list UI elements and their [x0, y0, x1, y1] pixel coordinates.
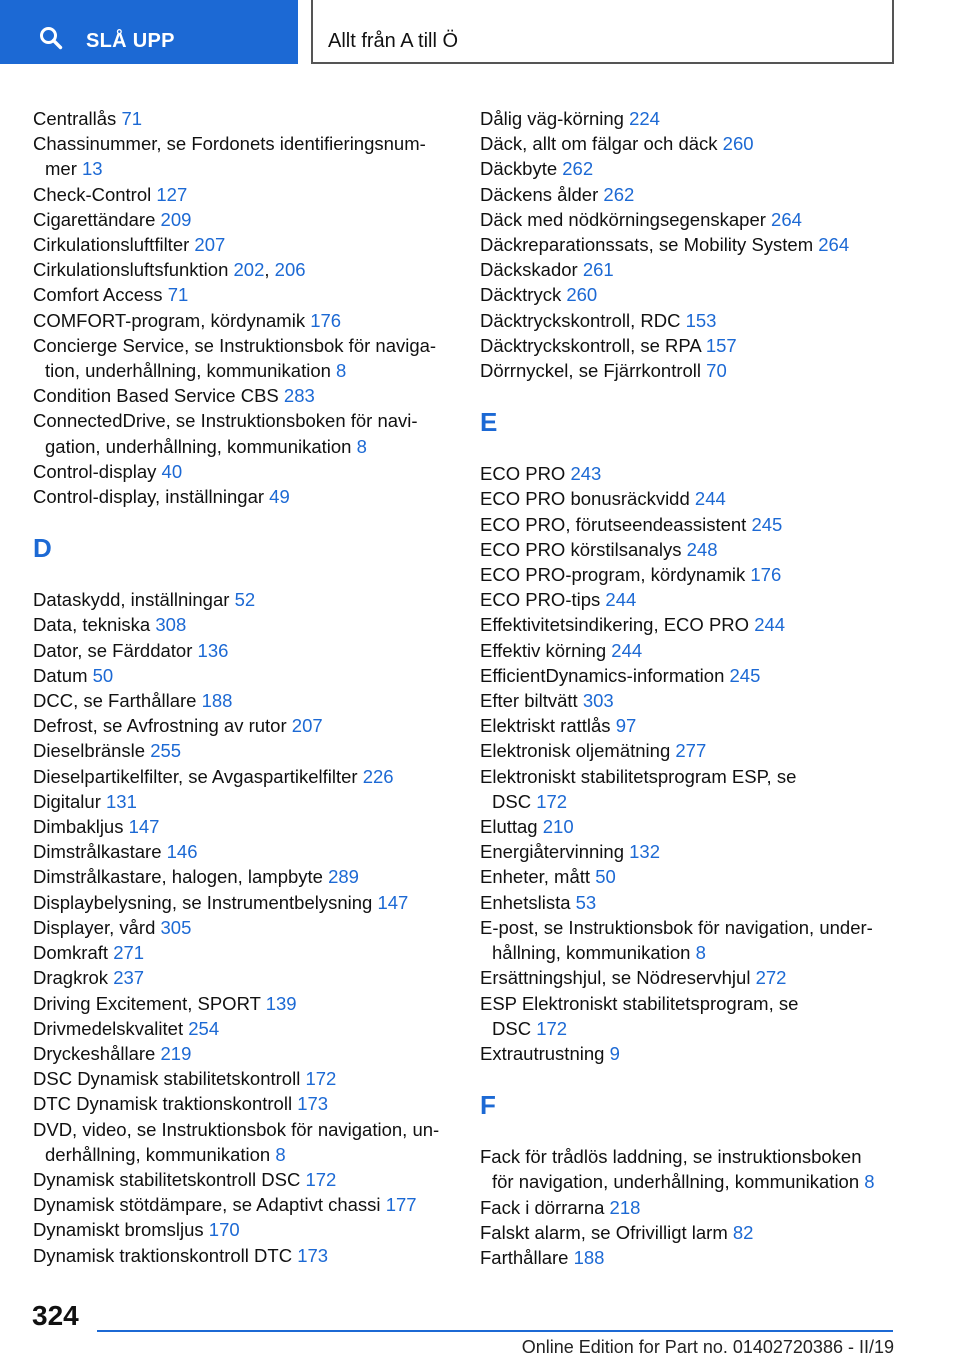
page-reference-link[interactable]: 209	[160, 208, 192, 230]
page-reference-link[interactable]: 176	[310, 309, 342, 331]
index-entry-text: Domkraft	[33, 942, 109, 964]
index-entry-text: Dimstrålkastare	[33, 841, 162, 863]
index-entry	[33, 308, 453, 333]
index-entry	[480, 232, 900, 257]
index-entry-text: Displaybelysning, se Instrumentbelysning	[33, 891, 373, 913]
index-entry	[33, 1167, 453, 1192]
index-entry	[480, 1245, 900, 1270]
index-entry-text: Dimstrålkastare, halogen, lampbyte	[33, 866, 323, 888]
index-entry	[480, 814, 900, 839]
page-reference-link[interactable]: 245	[751, 513, 783, 535]
index-entry-text: Dieselpartikelfilter, se Avgaspartikelfilter	[33, 765, 358, 787]
footer-divider	[97, 1330, 893, 1332]
index-entry-text: Däcktryckskontroll, se RPA	[480, 334, 701, 356]
index-entry	[480, 106, 900, 131]
page-reference-link[interactable]: 244	[611, 639, 643, 661]
index-entry	[33, 1016, 453, 1041]
index-entry-text: Condition Based Service CBS	[33, 385, 279, 407]
index-entry-text: Dynamisk traktionskontroll DTC	[33, 1244, 293, 1266]
index-entry-text: EfficientDynamics-information	[480, 664, 725, 686]
page-reference-link[interactable]: 153	[685, 309, 717, 331]
index-entry	[33, 587, 453, 612]
page-reference-link[interactable]: 289	[328, 866, 359, 888]
page-reference-link[interactable]: 146	[166, 841, 198, 863]
index-entry-text: ECO PRO bonusräckvidd	[480, 488, 690, 510]
page-reference-link[interactable]: 226	[362, 765, 394, 787]
page-reference-link[interactable]: 71	[167, 284, 189, 306]
index-entry	[33, 131, 453, 181]
index-entry	[33, 991, 453, 1016]
index-entry: Cirkulationsluftsfunktion 202, 206	[33, 259, 306, 281]
index-entry-text: ECO PRO-tips	[480, 589, 601, 611]
page-reference-link[interactable]: 277	[675, 740, 707, 762]
page-reference-link[interactable]: 176	[750, 564, 782, 586]
page-reference-link[interactable]: 260	[566, 284, 598, 306]
page-reference-link[interactable]: 305	[160, 916, 192, 938]
index-entry	[480, 764, 900, 814]
index-entry-text: COMFORT-program, kördynamik	[33, 309, 306, 331]
index-entry-text: ECO PRO	[480, 463, 566, 485]
page-reference-link[interactable]: 8	[356, 435, 367, 457]
index-entry-text: Comfort Access	[33, 284, 163, 306]
index-entry	[33, 738, 453, 763]
index-entry-text: Däckbyte	[480, 158, 558, 180]
index-entry	[33, 459, 453, 484]
page-reference-link[interactable]: 210	[542, 816, 574, 838]
index-entry-text: Dataskydd, inställningar	[33, 589, 230, 611]
index-entry	[33, 182, 453, 207]
index-entry	[33, 814, 453, 839]
index-entry-text: DTC Dynamisk traktionskontroll	[33, 1093, 293, 1115]
index-entry	[33, 408, 453, 458]
index-entry-text: Concierge Service, se Instruktionsbok för naviga- tion, underhållning, kommunikation	[33, 334, 437, 382]
index-entry-text: ConnectedDrive, se Instruktionsboken för navi- gation, underhållning, kommunikation	[33, 410, 418, 457]
index-entry-text: Däcktryckskontroll, RDC	[480, 309, 681, 331]
page-reference-link[interactable]: 248	[686, 538, 718, 560]
page-reference-link[interactable]: 40	[161, 460, 183, 482]
page-reference-link[interactable]: 147	[377, 891, 409, 913]
page-reference-link[interactable]: 131	[106, 790, 137, 812]
page-reference-link[interactable]: 219	[160, 1042, 192, 1064]
index-entry	[33, 1117, 453, 1167]
page-reference-link[interactable]: 147	[128, 816, 160, 838]
index-entry-text: ECO PRO, förutseendeassistent	[480, 513, 747, 535]
page-reference-link[interactable]: 173	[297, 1244, 329, 1266]
top-bar	[0, 0, 960, 66]
page-reference-link[interactable]: 245	[729, 664, 761, 686]
index-entry	[480, 537, 900, 562]
page-reference-link[interactable]: 70	[706, 360, 727, 382]
index-entry	[480, 333, 900, 358]
index-entry	[480, 207, 900, 232]
index-entry	[480, 461, 900, 486]
index-entry	[480, 1220, 900, 1245]
page-reference-link[interactable]: 132	[629, 841, 660, 863]
index-entry-text: Däck med nödkörningsegenskaper	[480, 208, 766, 230]
index-entry	[33, 890, 453, 915]
page-reference-link[interactable]: 172	[305, 1168, 337, 1190]
page-reference-link[interactable]: 8	[275, 1143, 286, 1165]
index-column-left	[33, 106, 453, 1268]
page-reference-link[interactable]: 260	[722, 133, 754, 155]
index-entry-text: Enhetslista	[480, 891, 571, 913]
page-reference-link[interactable]: 8	[695, 942, 706, 964]
index-entry-text: ECO PRO-program, kördynamik	[480, 564, 746, 586]
page-reference-link[interactable]: 50	[595, 866, 616, 888]
page-reference-link[interactable]: 207	[291, 715, 323, 737]
page-reference-link[interactable]: 50	[92, 664, 114, 686]
index-entry-text: Displayer, vård	[33, 916, 156, 938]
index-entry	[480, 257, 900, 282]
page-reference-link[interactable]: 244	[605, 589, 637, 611]
index-entry-text: Control-display, inställningar	[33, 486, 265, 508]
index-entry	[480, 965, 900, 990]
page-reference-link[interactable]: 172	[536, 1017, 568, 1039]
index-entry	[33, 940, 453, 965]
index-entry-text: Dragkrok	[33, 967, 109, 989]
index-entry-text: ESP Elektroniskt stabilitetsprogram, se DSC	[480, 992, 799, 1039]
page-reference-link[interactable]: 9	[609, 1042, 620, 1064]
page-reference-link[interactable]: 224	[629, 108, 660, 129]
page-reference-link[interactable]: 172	[536, 790, 568, 812]
index-entry-text: Defrost, se Avfrostning av rutor	[33, 715, 287, 737]
page-reference-link[interactable]: 97	[615, 715, 637, 737]
index-entry	[480, 688, 900, 713]
index-entry	[33, 915, 453, 940]
index-entry-text: Control-display	[33, 460, 157, 482]
page-reference-link[interactable]: 8	[864, 1171, 875, 1193]
page-reference-link[interactable]: 218	[609, 1196, 641, 1218]
index-entry-text: Fack i dörrarna	[480, 1196, 605, 1218]
page-reference-link[interactable]: 8	[336, 360, 347, 382]
index-entry-text: Digitalur	[33, 790, 101, 812]
index-entry-text: Cigarettändare	[33, 208, 156, 230]
page-reference-link[interactable]: 254	[188, 1017, 220, 1039]
page-reference-link[interactable]: 255	[150, 740, 182, 762]
index-entry	[480, 839, 900, 864]
index-entry-text: Dryckeshållare	[33, 1042, 156, 1064]
index-entry	[33, 965, 453, 990]
index-entry-text: Dieselbränsle	[33, 740, 146, 762]
index-entry-text: Dator, se Färddator	[33, 639, 193, 661]
index-entry	[33, 207, 453, 232]
page-reference-link[interactable]: 188	[201, 690, 233, 712]
page-reference-link[interactable]: 157	[705, 334, 737, 356]
index-entry-text: DCC, se Farthållare	[33, 690, 197, 712]
footer-text: Online Edition for Part no. 01402720386 - II/19	[521, 1337, 894, 1357]
index-entry	[33, 663, 453, 688]
index-entry-text: Däckreparationssats, se Mobility System	[480, 234, 814, 256]
index-entry-text: Drivmedelskvalitet	[33, 1017, 184, 1039]
page-reference-link[interactable]: 272	[755, 967, 787, 989]
index-entry-text: Centrallås	[33, 108, 117, 129]
index-entry-text: Dimbakljus	[33, 816, 124, 838]
index-entry	[480, 156, 900, 181]
index-entry	[33, 638, 453, 663]
index-entry	[480, 1195, 900, 1220]
index-entry	[480, 512, 900, 537]
index-entry	[33, 1091, 453, 1116]
page-reference-link[interactable]: 170	[208, 1219, 240, 1241]
index-entry-text: Enheter, mått	[480, 866, 591, 888]
index-entry	[480, 663, 900, 688]
page-reference-link[interactable]: 188	[573, 1246, 605, 1268]
index-entry-text: Falskt alarm, se Ofrivilligt larm	[480, 1221, 728, 1243]
index-entry	[480, 991, 900, 1041]
index-entry	[33, 106, 453, 131]
index-entry	[33, 612, 453, 637]
index-entry	[480, 738, 900, 763]
index-entry-text: Däcktryck	[480, 284, 562, 306]
page-reference-link[interactable]: 139	[265, 992, 297, 1014]
index-entry	[33, 1243, 453, 1268]
index-entry	[33, 383, 453, 408]
index-entry-text: ECO PRO körstilsanalys	[480, 538, 682, 560]
index-entry	[480, 308, 900, 333]
page-reference-link[interactable]: 177	[385, 1194, 417, 1216]
index-entry	[33, 282, 453, 307]
page-reference-link[interactable]: 264	[771, 208, 802, 230]
page-reference-link[interactable]: 308	[155, 614, 187, 636]
page-reference-link[interactable]: 243	[570, 463, 602, 485]
index-entry-text: Extrautrustning	[480, 1042, 605, 1064]
page-reference-link[interactable]: 82	[732, 1221, 754, 1243]
index-entry-text: Dörrnyckel, se Fjärrkontroll	[480, 360, 702, 382]
page-reference-link[interactable]: 71	[121, 108, 143, 129]
index-entry-text: Energiåtervinning	[480, 841, 624, 863]
index-entry	[480, 890, 900, 915]
page-reference-link[interactable]: 173	[297, 1093, 329, 1115]
index-entry	[33, 1217, 453, 1242]
page-reference-link[interactable]: 303	[582, 690, 614, 712]
page-reference-link[interactable]: 283	[283, 385, 315, 407]
index-entry	[33, 1192, 453, 1217]
page-reference-link[interactable]: 207	[194, 234, 226, 256]
page-reference-link[interactable]: 202	[233, 259, 265, 281]
page-reference-link[interactable]: 136	[197, 639, 229, 661]
index-letter-heading: F	[480, 1090, 496, 1121]
index-entry-text: Data, tekniska	[33, 614, 151, 636]
index-entry-text: Datum	[33, 664, 88, 686]
page-reference-link[interactable]: 271	[113, 942, 145, 964]
index-entry	[33, 688, 453, 713]
index-entry-text: Dynamisk stötdämpare, se Adaptivt chassi	[33, 1194, 381, 1216]
page-number: 324	[32, 1300, 79, 1331]
index-entry	[33, 1066, 453, 1091]
index-entry	[480, 282, 900, 307]
index-entry-text: Dynamisk stabilitetskontroll DSC	[33, 1168, 301, 1190]
page-reference-link[interactable]: 262	[562, 158, 594, 180]
section-title: Allt från A till Ö	[328, 30, 459, 52]
index-entry-text: Chassinummer, se Fordonets identifieringsnum- mer	[33, 133, 426, 180]
index-entry-text: Efter biltvätt	[480, 690, 578, 712]
search-icon	[39, 26, 63, 50]
index-entry-text: Dynamiskt bromsljus	[33, 1219, 204, 1241]
page-reference-link[interactable]: 237	[113, 967, 145, 989]
index-entry	[480, 915, 900, 965]
page-reference-link[interactable]: 244	[754, 614, 786, 636]
index-entry-text: DVD, video, se Instruktionsbok för navigation, un- derhållning, kommunikation	[33, 1118, 440, 1165]
page-reference-link[interactable]: 206	[274, 259, 306, 281]
search-button-label: SLÅ UPP	[86, 30, 175, 52]
index-entry-text: Däckens ålder	[480, 183, 599, 205]
index-entry	[480, 612, 900, 637]
index-entry	[480, 358, 900, 383]
index-entry	[33, 764, 453, 789]
index-entry-text: Dålig väg-körning	[480, 108, 624, 129]
index-letter-heading: D	[33, 533, 52, 564]
index-entry	[33, 713, 453, 738]
index-entry-text: Däck, allt om fälgar och däck	[480, 133, 718, 155]
index-entry	[480, 1144, 900, 1194]
index-entry-text: Farthållare	[480, 1246, 569, 1268]
page-reference-link[interactable]: 262	[603, 183, 635, 205]
page-reference-link[interactable]: 53	[575, 891, 597, 913]
index-entry-text: Eluttag	[480, 816, 538, 838]
index-entry	[480, 562, 900, 587]
index-column-right	[480, 106, 900, 1270]
index-entry-text: Cirkulationsluftfilter	[33, 234, 190, 256]
index-entry	[480, 486, 900, 511]
index-entry-text: Ersättningshjul, se Nödreservhjul	[480, 967, 751, 989]
index-entry	[480, 713, 900, 738]
index-entry	[33, 864, 453, 889]
index-entry	[480, 638, 900, 663]
index-entry-text: Cirkulationsluftsfunktion	[33, 259, 229, 281]
page-reference-link[interactable]: 52	[234, 589, 256, 611]
index-entry	[33, 333, 453, 383]
section-title-box	[311, 0, 894, 64]
page-reference-link[interactable]: 261	[582, 259, 614, 281]
index-entry	[33, 839, 453, 864]
index-entry-text: Driving Excitement, SPORT	[33, 992, 261, 1014]
index-entry	[33, 789, 453, 814]
page-reference-link[interactable]: 264	[818, 234, 850, 256]
index-entry	[480, 1041, 900, 1066]
search-button[interactable]	[0, 0, 298, 64]
page-reference-link[interactable]: 13	[82, 158, 103, 180]
index-entry-text: Effektiv körning	[480, 639, 607, 661]
page-reference-link[interactable]: 172	[305, 1068, 337, 1090]
index-entry	[33, 484, 453, 509]
index-entry-text: Check-Control	[33, 183, 152, 205]
index-entry-text: Fack för trådlös laddning, se instruktionsboken för navigation, underhållning, kommunikation	[480, 1146, 862, 1193]
index-entry	[480, 182, 900, 207]
page-reference-link[interactable]: 49	[269, 486, 290, 508]
index-entry-text: Däckskador	[480, 259, 578, 281]
page-reference-link[interactable]: 127	[156, 183, 188, 205]
index-entry-text: Effektivitetsindikering, ECO PRO	[480, 614, 750, 636]
index-entry-text: DSC Dynamisk stabilitetskontroll	[33, 1068, 301, 1090]
index-entry	[480, 864, 900, 889]
index-entry-text: Elektriskt rattlås	[480, 715, 611, 737]
index-entry	[480, 587, 900, 612]
index-entry	[33, 232, 453, 257]
index-entry-text: E-post, se Instruktionsbok för navigation, under- hållning, kommunikation	[480, 916, 873, 964]
index-letter-heading: E	[480, 407, 498, 438]
page-reference-link[interactable]: 244	[694, 488, 726, 510]
index-entry-text: Elektronisk oljemätning	[480, 740, 671, 762]
index-entry	[33, 1041, 453, 1066]
index-entry-text: Elektroniskt stabilitetsprogram ESP, se DSC	[480, 765, 797, 812]
index-entry	[480, 131, 900, 156]
